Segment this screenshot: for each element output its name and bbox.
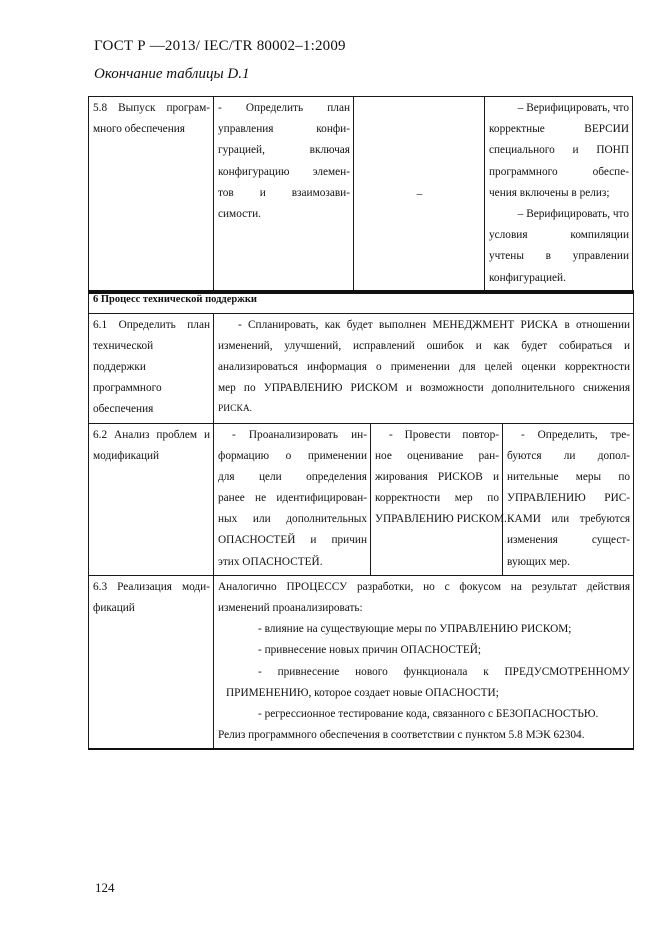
section-6-title: 6 Процесс технической поддержки [89,291,634,313]
table-caption: Окончание таблицы D.1 [94,66,250,82]
cell-5-8-activity-c: – Верифицировать, что корректные ВЕРСИИ специального и ПОНП программного обеспе- чения включены в релиз; – Верифицировать, что условия компиляции учтены в управлении конфигурацией. [485,97,633,293]
document-code: ГОСТ Р —2013/ IEC/TR 80002–1:2009 [94,38,346,54]
cell-5-8-activity-a: - Определить план управления конфи- гурацией, включая конфигурацию элемен- тов и взаимозави- симости. [214,97,354,293]
cell-6-1-process: 6.1 Определить план технической поддержки программного обеспечения [89,313,214,423]
cell-6-2-activity-a: - Проанализировать ин- формацию о применении для цели определения ранее не идентифицирован- ных или дополнительных ОПАСНОСТЕЙ и причин этих ОПАСНОСТЕЙ. [214,423,371,575]
page-number: 124 [95,880,115,895]
cell-6-2-activity-c: - Определить, тре- буются ли допол- нительные меры по УПРАВЛЕНИЮ РИС- КАМИ или требуются изменения сущест- вующих мер. [503,423,634,575]
table-row-5-8 [88,96,633,294]
cell-5-8-activity-b: – [354,97,485,293]
cell-5-8-process: 5.8 Выпуск програм- много обеспечения [89,97,214,293]
table-section-6 [88,290,634,750]
cell-6-2-process: 6.2 Анализ проблем и модификаций [89,423,214,575]
cell-6-3-activity: Аналогично ПРОЦЕССУ разработки, но с фокусом на результат действия изменений проанализировать: - влияние на существующие меры по УПРАВЛЕНИЮ РИСКОМ; - привнесение новых причин ОПАСНОСТЕЙ; - привнесение нового функционала к ПРЕДУСМОТРЕННОМУ ПРИМЕНЕНИЮ, которое создает новые ОПАСНОСТИ; - регрессионное тестирование кода, связанного с БЕЗОПАСНОСТЬЮ. Релиз программного обеспечения в соответствии с пунктом 5.8 МЭК 62304. [214,575,634,749]
cell-6-1-activity: - Спланировать, как будет выполнен МЕНЕДЖМЕНТ РИСКА в отношении изменений, улучшений, исправлений ошибок и как будет собираться и анализироваться информация о применении для целей оценки корректности мер по УПРАВЛЕНИЮ РИСКОМ и возможности дополнительного снижения РИСКА. [214,313,634,423]
cell-6-3-process: 6.3 Реализация моди- фикаций [89,575,214,749]
cell-6-2-activity-b: - Провести повтор- ное оценивание ран- жирования РИСКОВ и корректности мер по УПРАВЛЕНИЮ РИСКОМ. [371,423,503,575]
